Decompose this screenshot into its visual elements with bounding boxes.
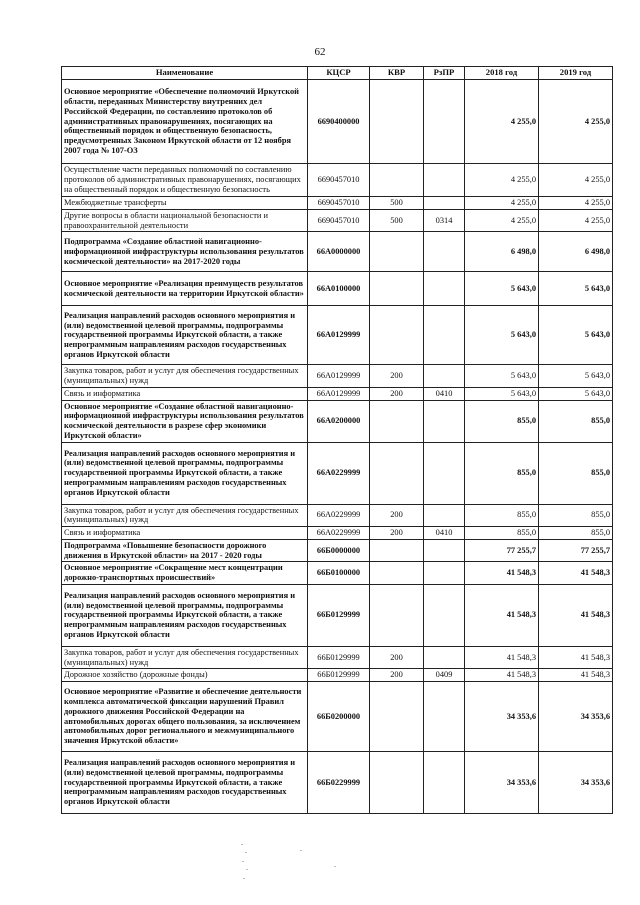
row-name: Подпрограмма «Повышение безопасности дорожного движения в Иркутской области» на 2017 - 2020 годы: [62, 539, 308, 562]
row-name: Основное мероприятие «Обеспечение полномочий Иркутской области, переданных Министерству внутренних дел Российской Федерации, по составлению протоколов об административных правонарушениях, посягающих на общественный порядок и общественную безопасность, предусмотренных Законом Иркутской области от 12 ноября 2007 года № 107-ОЗ: [62, 80, 308, 164]
row-kcsr: 66Б0229999: [308, 752, 370, 814]
table-row: [62, 306, 613, 365]
table-row: [62, 669, 613, 682]
row-amount-2018: 5 643,0: [465, 387, 539, 400]
row-name: Связь и информатика: [62, 527, 308, 540]
row-amount-2019: 5 643,0: [539, 387, 613, 400]
row-name: Межбюджетные трансферты: [62, 197, 308, 210]
row-kcsr: 6690457010: [308, 209, 370, 232]
table-row: [62, 209, 613, 232]
row-kvr: [370, 584, 424, 646]
row-amount-2018: 41 548,3: [465, 669, 539, 682]
row-kvr: 200: [370, 646, 424, 669]
row-amount-2019: 6 498,0: [539, 232, 613, 272]
row-rzpr: [424, 164, 465, 197]
row-amount-2019: 855,0: [539, 527, 613, 540]
row-rzpr: [424, 272, 465, 306]
row-name: Закупка товаров, работ и услуг для обеспечения государственных (муниципальных) нужд: [62, 646, 308, 669]
row-kvr: [370, 442, 424, 504]
row-amount-2018: 34 353,6: [465, 752, 539, 814]
row-rzpr: 0314: [424, 209, 465, 232]
table-row: [62, 164, 613, 197]
row-kvr: 500: [370, 197, 424, 210]
row-amount-2018: 5 643,0: [465, 272, 539, 306]
table-row: [62, 646, 613, 669]
table-body: [62, 80, 613, 814]
row-name: Реализация направлений расходов основного мероприятия и (или) ведомственной целевой программы, подпрограммы государственной программы Иркутской области, а также непрограммным направлениям расходов государственных органов Иркутской области: [62, 752, 308, 814]
row-kcsr: 66А0129999: [308, 365, 370, 388]
row-kcsr: 66Б0129999: [308, 646, 370, 669]
row-amount-2019: 77 255,7: [539, 539, 613, 562]
header-2018: 2018 год: [465, 67, 539, 80]
row-amount-2018: 855,0: [465, 504, 539, 527]
row-name: Основное мероприятие «Сокращение мест концентрации дорожно-транспортных происшествий»: [62, 562, 308, 585]
row-kvr: [370, 80, 424, 164]
row-name: Осуществление части переданных полномочий по составлению протоколов об административных правонарушениях, посягающих на общественный порядок и общественную безопасность: [62, 164, 308, 197]
row-kvr: 200: [370, 387, 424, 400]
row-kvr: [370, 232, 424, 272]
header-name: Наименование: [62, 67, 308, 80]
row-amount-2018: 4 255,0: [465, 209, 539, 232]
row-rzpr: [424, 584, 465, 646]
row-amount-2019: 5 643,0: [539, 272, 613, 306]
row-amount-2018: 4 255,0: [465, 197, 539, 210]
table-row: [62, 400, 613, 442]
row-kcsr: 66Б0129999: [308, 669, 370, 682]
row-kvr: [370, 272, 424, 306]
row-kcsr: 6690457010: [308, 164, 370, 197]
row-name: Закупка товаров, работ и услуг для обеспечения государственных (муниципальных) нужд: [62, 365, 308, 388]
budget-table: [61, 66, 613, 814]
table-header-row: [62, 67, 613, 80]
table-row: [62, 752, 613, 814]
row-kvr: [370, 539, 424, 562]
row-kcsr: 66А0129999: [308, 387, 370, 400]
row-amount-2018: 41 548,3: [465, 646, 539, 669]
row-amount-2018: 41 548,3: [465, 562, 539, 585]
row-kcsr: 6690457010: [308, 197, 370, 210]
row-amount-2019: 41 548,3: [539, 669, 613, 682]
row-name: Подпрограмма «Создание областной навигационно-информационной инфраструктуры использования результатов космической деятельности» на 2017-2020 годы: [62, 232, 308, 272]
table-row: [62, 562, 613, 585]
row-kcsr: 66Б0100000: [308, 562, 370, 585]
row-name: Дорожное хозяйство (дорожные фонды): [62, 669, 308, 682]
header-kvr: КВР: [370, 67, 424, 80]
row-rzpr: [424, 306, 465, 365]
row-amount-2019: 4 255,0: [539, 209, 613, 232]
row-name: Основное мероприятие «Реализация преимуществ результатов космической деятельности на территории Иркутской области»: [62, 272, 308, 306]
row-kvr: 200: [370, 527, 424, 540]
row-rzpr: [424, 80, 465, 164]
row-amount-2019: 34 353,6: [539, 752, 613, 814]
row-rzpr: [424, 752, 465, 814]
row-name: Реализация направлений расходов основного мероприятия и (или) ведомственной целевой программы, подпрограммы государственной программы Иркутской области, а также непрограммным направлениям расходов государственных органов Иркутской области: [62, 584, 308, 646]
row-amount-2018: 855,0: [465, 442, 539, 504]
row-amount-2018: 41 548,3: [465, 584, 539, 646]
row-name: Реализация направлений расходов основного мероприятия и (или) ведомственной целевой программы, подпрограммы государственной программы Иркутской области, а также непрограммным направлениям расходов государственных органов Иркутской области: [62, 442, 308, 504]
table-row: [62, 504, 613, 527]
row-amount-2019: 4 255,0: [539, 80, 613, 164]
row-name: Основное мероприятие «Развитие и обеспечение деятельности комплекса автоматической фиксации нарушений Правил дорожного движения Российской Федерации на автомобильных дорогах общего пользования, за исключением автомобильных дорог регионального и межмуниципального значения Иркутской области»: [62, 682, 308, 752]
table-row: [62, 272, 613, 306]
table-row: [62, 527, 613, 540]
row-kcsr: 66А0229999: [308, 442, 370, 504]
row-amount-2019: 4 255,0: [539, 197, 613, 210]
row-kvr: 500: [370, 209, 424, 232]
table-row: [62, 232, 613, 272]
row-rzpr: [424, 442, 465, 504]
row-rzpr: [424, 562, 465, 585]
row-kcsr: 66Б0200000: [308, 682, 370, 752]
row-rzpr: 0409: [424, 669, 465, 682]
row-amount-2018: 5 643,0: [465, 365, 539, 388]
row-amount-2019: 4 255,0: [539, 164, 613, 197]
scan-artifacts: [236, 838, 356, 888]
header-2019: 2019 год: [539, 67, 613, 80]
row-rzpr: [424, 232, 465, 272]
row-kvr: [370, 164, 424, 197]
row-amount-2018: 855,0: [465, 400, 539, 442]
table-row: [62, 584, 613, 646]
row-amount-2019: 5 643,0: [539, 365, 613, 388]
table-row: [62, 80, 613, 164]
header-rzpr: РзПР: [424, 67, 465, 80]
row-amount-2019: 41 548,3: [539, 584, 613, 646]
row-rzpr: [424, 197, 465, 210]
row-kvr: 200: [370, 504, 424, 527]
table-row: [62, 365, 613, 388]
row-amount-2019: 855,0: [539, 504, 613, 527]
row-amount-2019: 41 548,3: [539, 646, 613, 669]
row-amount-2018: 6 498,0: [465, 232, 539, 272]
row-rzpr: [424, 682, 465, 752]
row-kcsr: 66А0229999: [308, 527, 370, 540]
row-name: Связь и информатика: [62, 387, 308, 400]
row-amount-2019: 855,0: [539, 400, 613, 442]
row-name: Реализация направлений расходов основного мероприятия и (или) ведомственной целевой программы, подпрограммы государственной программы Иркутской области, а также непрограммным направлениям расходов государственных органов Иркутской области: [62, 306, 308, 365]
row-kvr: [370, 752, 424, 814]
table-row: [62, 442, 613, 504]
row-rzpr: [424, 365, 465, 388]
row-rzpr: [424, 646, 465, 669]
row-name: Основное мероприятие «Создание областной навигационно-информационной инфраструктуры использования результатов космической деятельности в разрезе сфер экономики Иркутской области»: [62, 400, 308, 442]
page-number: 62: [314, 46, 326, 58]
row-rzpr: [424, 400, 465, 442]
row-amount-2019: 41 548,3: [539, 562, 613, 585]
row-amount-2018: 5 643,0: [465, 306, 539, 365]
row-kcsr: 66Б0000000: [308, 539, 370, 562]
row-amount-2019: 855,0: [539, 442, 613, 504]
row-kcsr: 66А0100000: [308, 272, 370, 306]
row-amount-2018: 4 255,0: [465, 164, 539, 197]
row-kcsr: 66А0000000: [308, 232, 370, 272]
table-row: [62, 387, 613, 400]
row-amount-2019: 5 643,0: [539, 306, 613, 365]
row-kvr: [370, 400, 424, 442]
row-kvr: [370, 562, 424, 585]
row-amount-2018: 77 255,7: [465, 539, 539, 562]
row-kcsr: 66Б0129999: [308, 584, 370, 646]
row-rzpr: [424, 539, 465, 562]
header-kcsr: КЦСР: [308, 67, 370, 80]
row-amount-2018: 34 353,6: [465, 682, 539, 752]
row-kvr: 200: [370, 669, 424, 682]
table-row: [62, 197, 613, 210]
row-amount-2018: 855,0: [465, 527, 539, 540]
row-kvr: [370, 682, 424, 752]
row-kcsr: 66А0129999: [308, 306, 370, 365]
row-rzpr: [424, 504, 465, 527]
row-rzpr: 0410: [424, 387, 465, 400]
row-kcsr: 6690400000: [308, 80, 370, 164]
row-kcsr: 66А0200000: [308, 400, 370, 442]
row-rzpr: 0410: [424, 527, 465, 540]
row-kvr: [370, 306, 424, 365]
table-row: [62, 539, 613, 562]
table-row: [62, 682, 613, 752]
row-amount-2019: 34 353,6: [539, 682, 613, 752]
row-amount-2018: 4 255,0: [465, 80, 539, 164]
row-name: Другие вопросы в области национальной безопасности и правоохранительной деятельности: [62, 209, 308, 232]
row-kvr: 200: [370, 365, 424, 388]
row-kcsr: 66А0229999: [308, 504, 370, 527]
row-name: Закупка товаров, работ и услуг для обеспечения государственных (муниципальных) нужд: [62, 504, 308, 527]
